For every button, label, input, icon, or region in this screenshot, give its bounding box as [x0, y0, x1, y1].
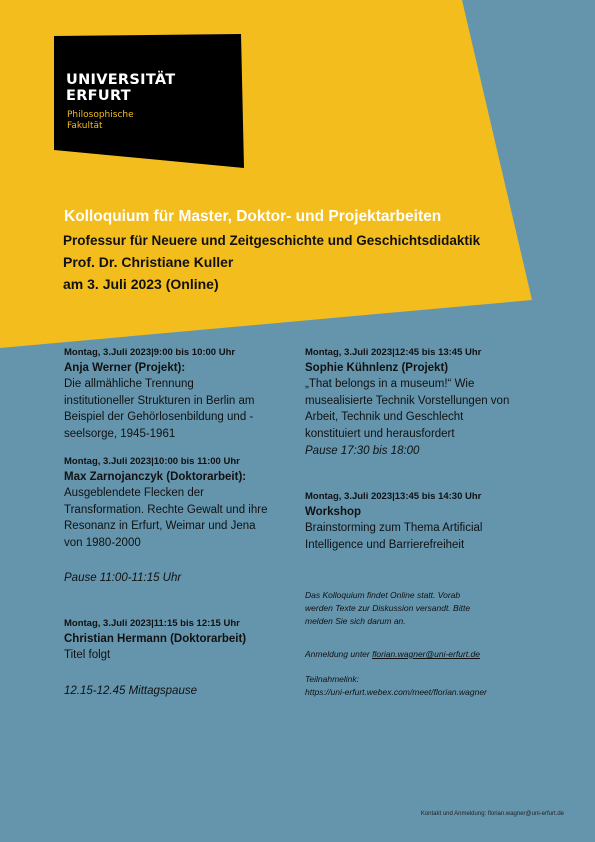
title-line: von 1980-2000 [64, 537, 141, 550]
session-title [64, 485, 296, 552]
title-line: Titel folgt [64, 649, 111, 661]
session-speaker: Sophie Kühnlenz (Projekt) [305, 362, 449, 374]
registration-email-link[interactable]: florian.wagner@uni-erfurt.de [372, 649, 480, 659]
pause-evening: Pause 17:30 bis 18:00 [305, 444, 420, 457]
session-time: Montag, 3.Juli 2023|11:15 bis 12:15 Uhr [64, 618, 240, 629]
session-anja-werner [64, 346, 296, 443]
meeting-link-url[interactable]: https://uni-erfurt.webex.com/meet/florian.wagner [305, 687, 487, 697]
kolloquium-title: Kolloquium für Master, Doktor- und Projektarbeiten [64, 208, 442, 225]
session-speaker: Max Zarnojanczyk (Doktorarbeit): [64, 471, 247, 483]
note-line: Das Kolloquium findet Online statt. Vorab [305, 590, 461, 600]
online-note [305, 589, 555, 628]
session-title [64, 376, 296, 443]
session-title [305, 520, 555, 553]
session-time: Montag, 3.Juli 2023|9:00 bis 10:00 Uhr [64, 347, 236, 358]
note-line: werden Texte zur Diskussion versandt. Bitte [305, 603, 471, 613]
session-time: Montag, 3.Juli 2023|12:45 bis 13:45 Uhr [305, 347, 482, 358]
registration-line [305, 648, 565, 661]
title-line: Ausgeblendete Flecken der [64, 487, 205, 499]
session-title [305, 376, 555, 443]
title-line: Brainstorming zum Thema Artificial [305, 522, 483, 534]
session-christian-hermann [64, 617, 296, 664]
session-sophie-kuehnlenz [305, 346, 555, 459]
title-line: „That belongs in a museum!“ Wie [305, 378, 475, 390]
session-speaker: Workshop [305, 506, 362, 518]
title-line: institutioneller Strukturen in Berlin am [64, 394, 255, 407]
logo-faculty-line2: Fakultät [67, 121, 103, 131]
title-line: konstituiert und herausfordert [305, 428, 455, 441]
pause-coffee: Pause 11:00-11:15 Uhr [64, 572, 182, 584]
title-line: musealisierte Technik Vorstellungen von [305, 394, 510, 407]
pause-lunch: 12.15-12.45 Mittagspause [64, 685, 197, 697]
session-title [64, 647, 296, 664]
session-max-zarnojanczyk [64, 455, 296, 552]
meeting-link-label: Teilnahmelink: [305, 674, 360, 684]
session-workshop [305, 490, 555, 553]
logo-university: UNIVERSITÄT [66, 72, 176, 88]
title-line: Arbeit, Technik und Geschlecht [305, 411, 464, 424]
note-line: melden Sie sich darum an. [305, 616, 406, 626]
professur-title: Professur für Neuere und Zeitgeschichte und Geschichtsdidaktik [63, 233, 481, 248]
title-line: Intelligence und Barrierefreiheit [305, 538, 465, 551]
title-line: seelsorge, 1945-1961 [64, 428, 176, 441]
event-date: am 3. Juli 2023 (Online) [63, 276, 219, 292]
title-line: Beispiel der Gehörlosenbildung und - [64, 411, 254, 424]
contact-footer: Kontakt und Anmeldung: florian.wagner@uni-erfurt.de [420, 811, 564, 817]
logo-erfurt: ERFURT [66, 88, 131, 104]
session-time: Montag, 3.Juli 2023|13:45 bis 14:30 Uhr [305, 491, 482, 502]
session-time: Montag, 3.Juli 2023|10:00 bis 11:00 Uhr [64, 456, 240, 467]
title-line: Resonanz in Erfurt, Weimar und Jena [64, 520, 256, 533]
logo-faculty-line1: Philosophische [67, 110, 134, 120]
title-line: Transformation. Rechte Gewalt und ihre [64, 503, 268, 516]
meeting-link-block [305, 673, 565, 699]
session-speaker: Christian Hermann (Doktorarbeit) [64, 633, 247, 645]
session-speaker: Anja Werner (Projekt): [64, 362, 186, 374]
title-line: Die allmähliche Trennung [64, 378, 194, 390]
registration-prefix: Anmeldung unter [305, 649, 373, 659]
professor-name: Prof. Dr. Christiane Kuller [63, 254, 234, 270]
